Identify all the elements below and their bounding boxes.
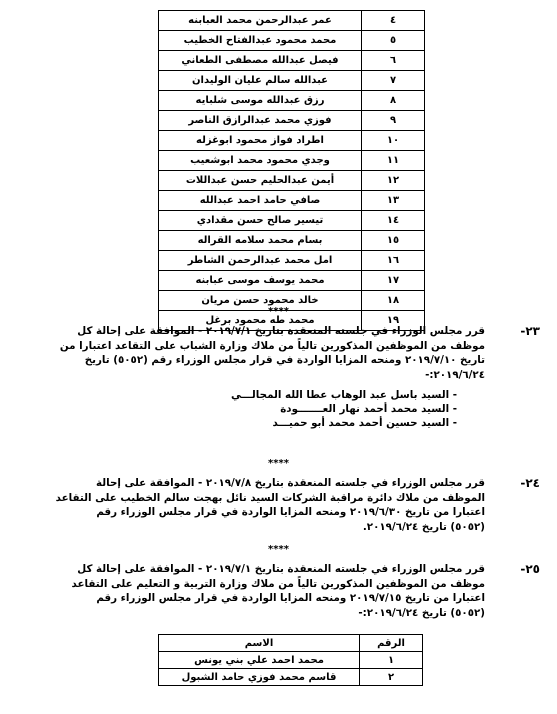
row-number: ٢ — [360, 669, 423, 686]
row-name: أيمن عبدالحليم حسن عبداللات — [159, 171, 362, 191]
row-name: قاسم محمد فوزي حامد الشبول — [159, 669, 360, 686]
decision-item-25 — [30, 562, 540, 622]
decision-item-24 — [30, 476, 540, 536]
row-name: بسام محمد سلامه القراله — [159, 231, 362, 251]
item-line: (٥٠٥٢) تاريخ ٢٠١٩/٦/٢٤:- — [358, 606, 485, 619]
table-row — [159, 111, 425, 131]
item-text — [45, 324, 485, 382]
item-line: اعتبارا من تاريخ ٢٠١٩/٦/٣٠ ومنحه المزايا الواردة في قرار مجلس الوزراء رقم — [96, 506, 485, 519]
employee-entry: - السيد باسل عبد الوهاب عطا الله المجالـــي — [230, 389, 457, 401]
table-row — [159, 271, 425, 291]
table-row — [159, 51, 425, 71]
row-number: ٤ — [362, 11, 425, 31]
row-name: رزق عبدالله موسى شلبايه — [159, 91, 362, 111]
row-name: اطراد فواز محمود ابوغزله — [159, 131, 362, 151]
row-number: ١٩ — [362, 311, 425, 331]
row-number: ١٢ — [362, 171, 425, 191]
item-number: ٢٣- — [520, 324, 540, 338]
table-row — [159, 251, 425, 271]
table-row — [159, 669, 423, 686]
row-number: ١٨ — [362, 291, 425, 311]
item-line: اعتبارا من تاريخ ٢٠١٩/٧/١٥ ومنحه المزايا الواردة في قرار مجلس الوزراء رقم — [96, 592, 485, 605]
table-row — [159, 131, 425, 151]
table-row — [159, 31, 425, 51]
retirees-table — [158, 634, 423, 686]
table-row — [159, 231, 425, 251]
row-number: ١٥ — [362, 231, 425, 251]
separator: **** — [268, 306, 289, 317]
row-name: فوزي محمد عبدالرازق الناصر — [159, 111, 362, 131]
item-number: ٢٥- — [520, 562, 540, 576]
column-header-number: الرقم — [360, 635, 423, 652]
table-row — [159, 171, 425, 191]
item-line: قرر مجلس الوزراء في جلسته المنعقدة بتاريخ ٢٠١٩/٧/١ - الموافقة على إحالة كل — [77, 325, 485, 337]
row-name: محمد يوسف موسى عبابنه — [159, 271, 362, 291]
table-row — [159, 211, 425, 231]
table-row — [159, 191, 425, 211]
row-number: ١٠ — [362, 131, 425, 151]
item-line: قرر مجلس الوزراء في جلسته المنعقدة بتاريخ ٢٠١٩/٧/١ - الموافقة على إحالة كل — [77, 563, 485, 575]
column-header-name: الاسم — [159, 635, 360, 652]
row-name: خالد محمود حسن مريان — [159, 291, 362, 311]
row-name: وجدي محمود محمد ابوشعيب — [159, 151, 362, 171]
separator: **** — [268, 544, 289, 555]
row-name: محمد محمود عبدالفتاح الخطيب — [159, 31, 362, 51]
table-row — [159, 91, 425, 111]
row-number: ١ — [360, 652, 423, 669]
item-line: تاريخ ٢٠١٩/٧/١٠ ومنحه المزايا الواردة في قرار مجلس الوزراء رقم (٥٠٥٢) تاريخ — [84, 354, 485, 367]
item-line: ٢٠١٩/٦/٢٤:- — [425, 368, 485, 381]
row-number: ١٣ — [362, 191, 425, 211]
row-name: محمد احمد علي بني يونس — [159, 652, 360, 669]
item-line: الموظف من ملاك دائرة مراقبة الشركات السيد نائل بهجت سالم الخطيب على التقاعد — [55, 491, 485, 504]
row-name: عمر عبدالرحمن محمد العبابنه — [159, 11, 362, 31]
table-row — [159, 11, 425, 31]
item-line: موظف من الموظفين المذكورين تالياً من ملاك وزارة التربية و التعليم على التقاعد — [71, 577, 485, 590]
row-number: ١٤ — [362, 211, 425, 231]
table-row — [159, 71, 425, 91]
row-number: ٩ — [362, 111, 425, 131]
row-number: ٦ — [362, 51, 425, 71]
row-number: ٥ — [362, 31, 425, 51]
item-text — [45, 476, 485, 534]
item-text — [45, 562, 485, 620]
separator: **** — [268, 458, 289, 469]
row-name: عبدالله سالم عليان الوليدان — [159, 71, 362, 91]
row-name: فيصل عبدالله مصطفى الطعاني — [159, 51, 362, 71]
row-number: ١٦ — [362, 251, 425, 271]
table-header-row — [159, 635, 423, 652]
row-number: ٨ — [362, 91, 425, 111]
table-row — [159, 652, 423, 669]
row-name: امل محمد عبدالرحمن الشاطر — [159, 251, 362, 271]
row-name: محمد طه محمود برغل — [159, 311, 362, 331]
row-name: تيسير صالح حسن مقدادي — [159, 211, 362, 231]
employee-entry: - السيد حسين أحمد محمد أبو حميـــد — [272, 417, 457, 429]
table-row — [159, 151, 425, 171]
item-line: موظف من الموظفين المذكورين تالياً من ملاك وزارة الشباب على التقاعد اعتبارا من — [59, 339, 485, 352]
row-name: صافي حامد احمد عبدالله — [159, 191, 362, 211]
employees-table — [158, 10, 425, 331]
item-line: (٥٠٥٢) تاريخ ٢٠١٩/٦/٢٤. — [362, 520, 485, 533]
employee-entry: - السيد محمد أحمد نهار العـــــــودة — [280, 403, 457, 415]
row-number: ٧ — [362, 71, 425, 91]
row-number: ١١ — [362, 151, 425, 171]
decision-item-23 — [30, 324, 540, 384]
item-number: ٢٤- — [520, 476, 540, 490]
employee-list — [231, 388, 457, 430]
item-line: قرر مجلس الوزراء في جلسته المنعقدة بتاريخ ٢٠١٩/٧/٨ - الموافقة على إحالة — [96, 477, 485, 489]
row-number: ١٧ — [362, 271, 425, 291]
